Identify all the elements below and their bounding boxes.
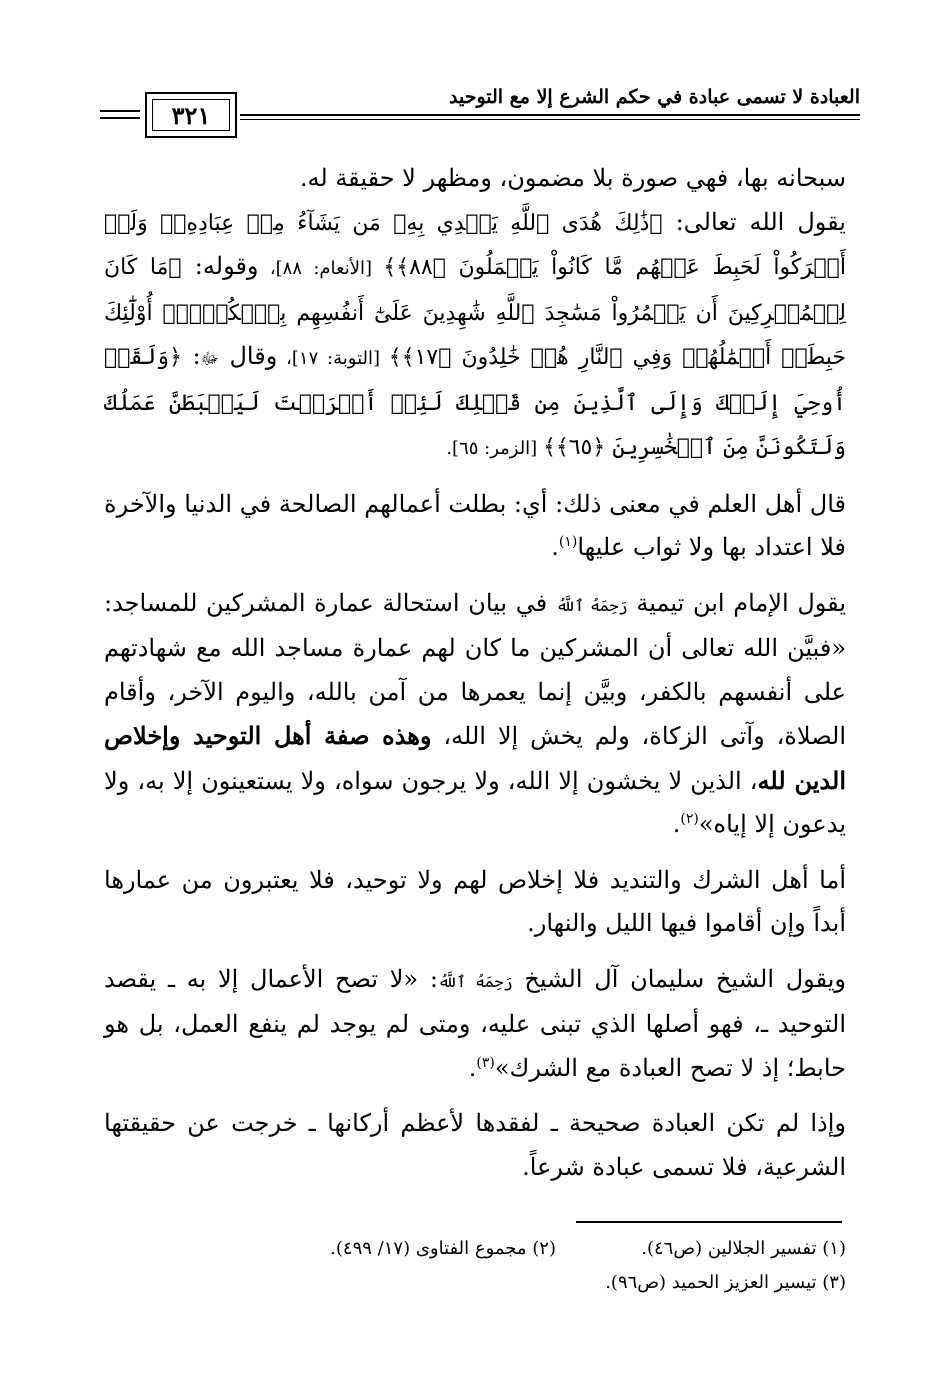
footnote-ref-2[interactable]: (٢) <box>680 811 699 827</box>
paragraph-3-text: قال أهل العلم في معنى ذلك: أي: بطلت أعمالهم الصالحة في الدنيا والآخرة فلا اعتداد بها ولا ثواب عليها <box>104 489 846 561</box>
paragraph-5: أما أهل الشرك والتنديد فلا إخلاص لهم ولا توحيد، فلا يعتبرون من عمارها أبداً وإن أقاموا فيها الليل والنهار. <box>104 865 846 937</box>
paragraph-4-a: يقول الإمام ابن تيمية <box>627 588 846 617</box>
verse-reference-tawbah: [التوبة: ١٧]، <box>277 348 389 369</box>
quran-verse-zumar: ﴿وَلَقَدۡ أُوحِيَ إِلَيۡكَ وَإِلَى ٱلَّذِينَ مِن قَبۡلِكَ لَئِنۡ أَشۡرَكۡتَ لَيَحۡبَطَنَّ عَمَلُكَ وَلَتَكُونَنَّ مِنَ ٱلۡخَٰسِرِينَ ﴿٦٥﴾﴾ <box>104 345 846 460</box>
paragraph-2-connector-3: : <box>181 342 201 370</box>
header-rule <box>240 114 860 116</box>
footnote-ref-3[interactable]: (٣) <box>476 1054 495 1071</box>
running-title: العبادة لا تسمى عبادة في حكم الشرع إلا مع التوحيد <box>449 86 860 108</box>
verse-reference-zumar: [الزمر: ٦٥]. <box>446 438 543 459</box>
paragraph-2-intro: يقول الله تعالى: <box>662 207 846 236</box>
page-number-frame <box>145 92 237 138</box>
paragraph-2-connector-1: وقوله: <box>181 252 259 280</box>
page-header <box>100 82 860 142</box>
main-text <box>104 157 846 1189</box>
footnote-row-2 <box>104 1266 846 1300</box>
footnote-1: (١) تفسير الجلالين (ص٤٦). <box>641 1238 846 1259</box>
paragraph-3-end: . <box>551 533 559 561</box>
paragraph-4-bold: وهذه صفة أهل التوحيد وإخلاص الدين لله <box>104 721 846 795</box>
footnote-row-1 <box>104 1232 846 1266</box>
paragraph-6-a: ويقول الشيخ سليمان آل الشيخ <box>512 964 846 993</box>
footnotes <box>104 1232 846 1300</box>
header-rule-left-second <box>100 117 140 119</box>
paragraph-7: وإذا لم تكن العبادة صحيحة ـ لفقدها لأعظم أركانها ـ خرجت عن حقيقتها الشرعية، فلا تسمى عبادة شرعاً. <box>104 1109 846 1181</box>
honorific-rahimahullah: رَحِمَهُ ٱللَّهُ <box>555 595 628 615</box>
paragraph-1: سبحانه بها، فهي صورة بلا مضمون، ومظهر لا حقيقة له. <box>299 164 846 192</box>
paragraph-4 <box>104 582 846 847</box>
footnote-separator <box>576 1221 842 1223</box>
paragraph-3 <box>104 483 846 570</box>
quran-verse-anam: ﴿ذَٰلِكَ هُدَى ٱللَّهِ يَهۡدِي بِهِۦ مَن يَشَآءُ مِنۡ عِبَادِهِۦۚ وَلَوۡ أَشۡرَكُواْ لَحَبِطَ عَنۡهُم مَّا كَانُواْ يَعۡمَلُونَ ﴿٨٨﴾﴾ <box>104 210 847 280</box>
paragraph-2-connector-2: وقال <box>218 342 278 370</box>
page-number: ٣٢١ <box>171 100 211 130</box>
honorific-rahimahullah-2: رَحِمَهُ ٱللَّهُ <box>437 971 513 991</box>
paragraph-4-end: . <box>672 810 681 838</box>
paragraph-6 <box>104 958 846 1091</box>
footnote-3: (٣) تيسير العزيز الحميد (ص٩٦). <box>605 1272 846 1293</box>
paragraph-6-end: . <box>468 1053 477 1082</box>
paragraph-4-b: في بيان استحالة عمارة المشركين للمساجد: «فبيَّن الله تعالى أن المشركين ما كان لهم عمارة مساجد الله مع شهادتهم على أنفسهم بالكفر، وبيَّن إنما يعمرها من آمن بالله، واليوم الآخر، وأقام الصلاة، وآتى الزكاة، ولم يخش إلا الله، <box>104 588 846 750</box>
footnote-ref-1[interactable]: (١) <box>558 534 578 550</box>
footnote-2: (٢) مجموع الفتاوى (١٧/ ٤٩٩). <box>330 1238 556 1259</box>
paragraph-4-c: ، الذين لا يخشون إلا الله، ولا يرجون سواه، ولا يستعينون إلا به، ولا يدعون إلا إياه» <box>104 766 846 838</box>
honorific-jalla-jalaluh: ﷻ <box>200 349 219 368</box>
paragraph-2 <box>104 201 846 471</box>
paragraph-6-b: : «لا تصح الأعمال إلا به ـ يقصد التوحيد ـ، فهو أصلها الذي تبنى عليه، ومتى لم يوجد لم ينفع العمل، بل هو حابط؛ إذ لا تصح العبادة مع الشرك» <box>104 964 846 1082</box>
verse-reference-anam: [الأنعام: ٨٨]، <box>258 258 384 279</box>
header-rule-left <box>100 110 140 112</box>
header-rule-second <box>240 119 860 120</box>
quran-verse-tawbah: ﴿مَا كَانَ لِلۡمُشۡرِكِينَ أَن يَعۡمُرُواْ مَسَٰجِدَ ٱللَّهِ شَٰهِدِينَ عَلَىٰٓ أَنفُسِهِم بِٱلۡكُفۡرِۚ أُوْلَٰٓئِكَ حَبِطَتۡ أَعۡمَٰلُهُمۡ وَفِي ٱلنَّارِ هُمۡ خَٰلِدُونَ ﴿١٧﴾﴾ <box>104 255 846 370</box>
